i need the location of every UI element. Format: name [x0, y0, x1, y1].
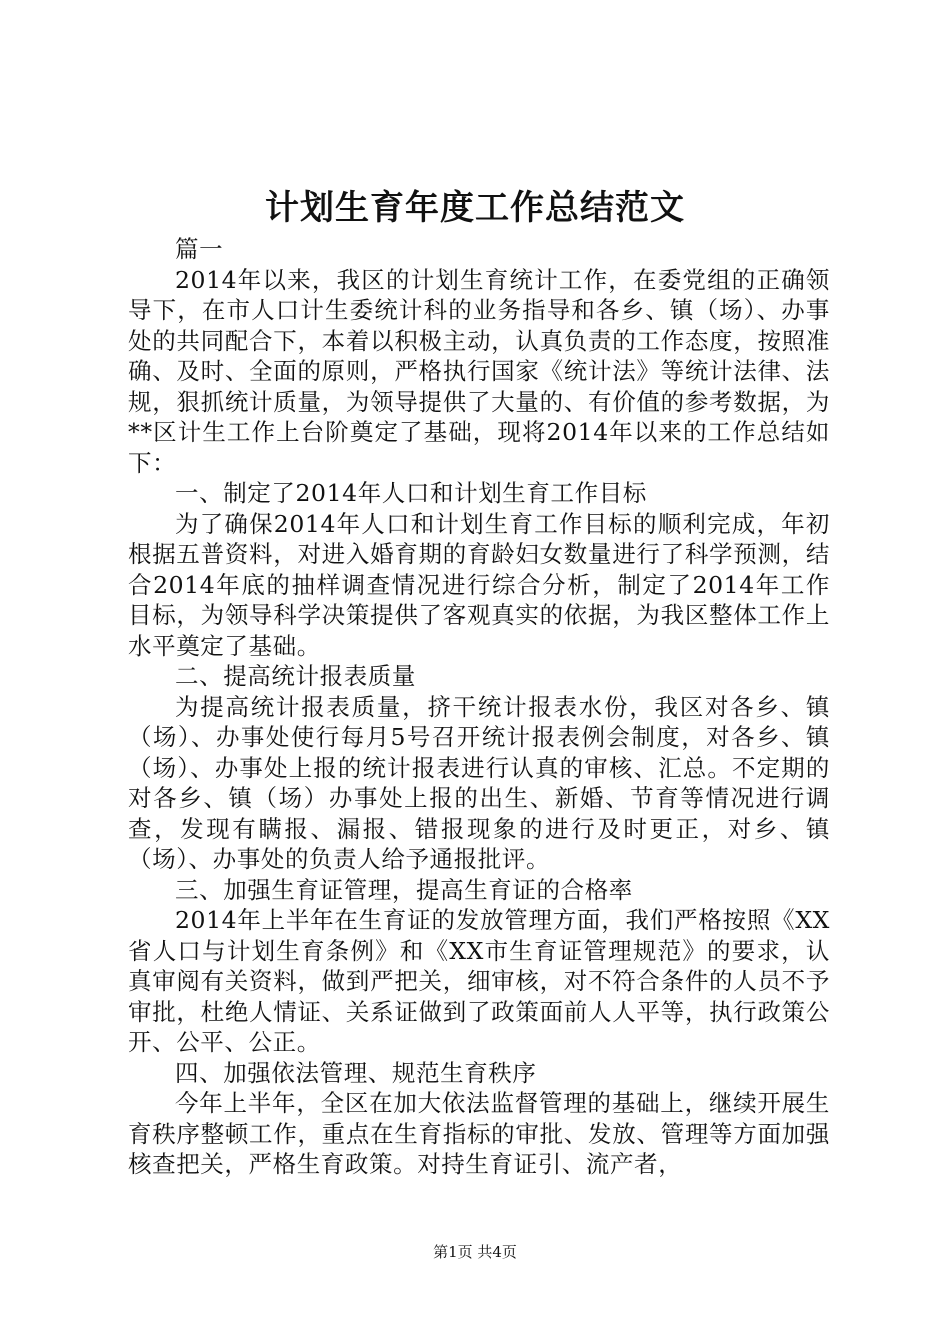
paragraph-section-3: 2014年上半年在生育证的发放管理方面，我们严格按照《XX省人口与计划生育条例》和《XX市生育证管理规范》的要求，认真审阅有关资料，做到严把关，细审核，对不符合条件的人员不予审批，杜绝人情证、关系证做到了政策面前人人平等，执行政策公开、公平、公正。 [128, 906, 830, 1056]
section-heading-2: 二、提高统计报表质量 [175, 662, 416, 690]
page-title: 计划生育年度工作总结范文 [265, 188, 685, 228]
page-number-footer: 第1页 共4页 [433, 1243, 517, 1261]
section-heading-4: 四、加强依法管理、规范生育秩序 [175, 1058, 537, 1087]
section-heading-1: 一、制定了2014年人口和计划生育工作目标 [175, 479, 647, 507]
paragraph-section-4: 今年上半年，全区在加大依法监督管理的基础上，继续开展生育秩序整顿工作，重点在生育指标的审批、发放、管理等方面加强核查把关，严格生育政策。对持生育证引、流产者， [128, 1089, 830, 1178]
paragraph-section-1: 为了确保2014年人口和计划生育工作目标的顺利完成，年初根据五普资料，对进入婚育期的育龄妇女数量进行了科学预测，结合2014年底的抽样调查情况进行综合分析，制定了2014年工作目标，为领导科学决策提供了客观真实的依据，为我区整体工作上水平奠定了基础。 [128, 509, 830, 660]
document-body [128, 234, 830, 1180]
paragraph-intro: 2014年以来，我区的计划生育统计工作，在委党组的正确领导下，在市人口计生委统计科的业务指导和各乡、镇（场）、办事处的共同配合下，本着以积极主动，认真负责的工作态度，按照准确、及时、全面的原则，严格执行国家《统计法》等统计法律、法规，狠抓统计质量，为领导提供了大量的、有价值的参考数据，为**区计生工作上台阶奠定了基础，现将2014年以来的工作总结如下： [128, 265, 830, 477]
paragraph-section-2: 为提高统计报表质量，挤干统计报表水份，我区对各乡、镇（场）、办事处使行每月5号召开统计报表例会制度，对各乡、镇（场）、办事处上报的统计报表进行认真的审核、汇总。不定期的对各乡、镇（场）办事处上报的出生、新婚、节育等情况进行调查，发现有瞒报、漏报、错报现象的进行及时更正，对乡、镇（场）、办事处的负责人给予通报批评。 [128, 692, 830, 873]
section-heading-3: 三、加强生育证管理，提高生育证的合格率 [175, 875, 633, 904]
section-heading-part-one: 篇一 [175, 235, 224, 263]
